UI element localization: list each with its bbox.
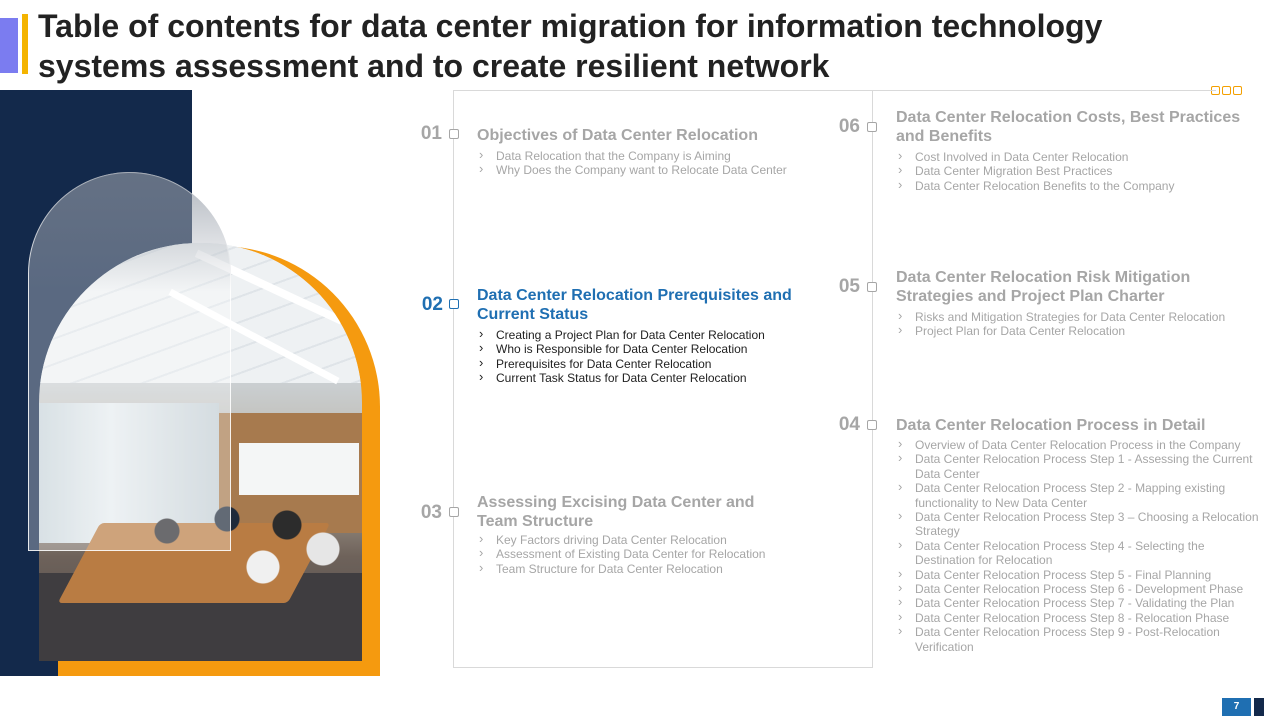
section-items-04: [896, 438, 1266, 654]
section-marker-05: [867, 282, 877, 292]
section-title-02[interactable]: Data Center Relocation Prerequisites and Current Status: [477, 287, 792, 323]
section-number-06: 06: [838, 116, 860, 137]
toc-item[interactable]: › Team Structure for Data Center Relocation: [477, 562, 817, 576]
section-number-02: 02: [421, 294, 443, 315]
section-items-03: [477, 533, 817, 576]
section-marker-01: [449, 129, 459, 139]
page-number-accent: [1254, 698, 1264, 716]
toc-item[interactable]: › Cost Involved in Data Center Relocation: [896, 150, 1266, 164]
section-title-05[interactable]: Data Center Relocation Risk Mitigation Strategies and Project Plan Charter: [896, 269, 1191, 305]
section-items-01: [477, 149, 817, 178]
section-title-06[interactable]: Data Center Relocation Costs, Best Practices and Benefits: [896, 109, 1241, 145]
toc-item[interactable]: › Assessment of Existing Data Center for Relocation: [477, 547, 817, 561]
toc-item[interactable]: › Data Relocation that the Company is Aiming: [477, 149, 817, 163]
section-marker-02: [449, 299, 459, 309]
section-number-01: 01: [420, 123, 442, 144]
section-number-04: 04: [838, 414, 860, 435]
page-title: Table of contents for data center migration for information technology systems assessment and to create resilient network: [38, 8, 1103, 84]
toc-item[interactable]: › Risks and Mitigation Strategies for Data Center Relocation: [896, 310, 1266, 324]
toc-item[interactable]: › Data Center Relocation Process Step 5 - Final Planning: [896, 568, 1266, 582]
toc-item[interactable]: › Key Factors driving Data Center Relocation: [477, 533, 817, 547]
toc-item[interactable]: › Creating a Project Plan for Data Center Relocation: [477, 328, 817, 342]
section-number-05: 05: [838, 276, 860, 297]
toc-item[interactable]: › Data Center Relocation Process Step 1 - Assessing the Current Data Center: [896, 452, 1266, 481]
toc-item[interactable]: › Data Center Relocation Process Step 9 - Post-Relocation Verification: [896, 625, 1266, 654]
toc-item[interactable]: › Current Task Status for Data Center Relocation: [477, 371, 817, 385]
page-number: 7: [1222, 698, 1251, 716]
section-title-03[interactable]: Assessing Excising Data Center and Team Structure: [477, 494, 755, 530]
toc-item[interactable]: › Data Center Relocation Process Step 2 - Mapping existing functionality to New Data Center: [896, 481, 1266, 510]
section-title-04[interactable]: Data Center Relocation Process in Detail: [896, 417, 1206, 434]
title-accent-bar: [0, 18, 18, 73]
content-frame-top-line: [872, 90, 1216, 91]
section-marker-06: [867, 122, 877, 132]
toc-item[interactable]: › Data Center Relocation Process Step 7 - Validating the Plan: [896, 596, 1266, 610]
title-accent-line: [22, 14, 28, 74]
section-number-03: 03: [420, 502, 442, 523]
section-items-06: [896, 150, 1266, 193]
toc-item[interactable]: › Why Does the Company want to Relocate Data Center: [477, 163, 817, 177]
section-items-02: [477, 328, 817, 386]
section-marker-04: [867, 420, 877, 430]
toc-item[interactable]: › Data Center Relocation Process Step 4 - Selecting the Destination for Relocation: [896, 539, 1266, 568]
toc-item[interactable]: › Data Center Relocation Benefits to the Company: [896, 179, 1266, 193]
toc-item[interactable]: › Who is Responsible for Data Center Relocation: [477, 342, 817, 356]
section-title-01[interactable]: Objectives of Data Center Relocation: [477, 127, 758, 144]
section-marker-03: [449, 507, 459, 517]
section-items-05: [896, 310, 1266, 339]
toc-item[interactable]: › Data Center Relocation Process Step 8 - Relocation Phase: [896, 611, 1266, 625]
toc-item[interactable]: › Project Plan for Data Center Relocation: [896, 324, 1266, 338]
toc-item[interactable]: › Data Center Migration Best Practices: [896, 164, 1266, 178]
content-frame-divider: [872, 90, 873, 668]
toc-item[interactable]: › Overview of Data Center Relocation Process in the Company: [896, 438, 1266, 452]
toc-item[interactable]: › Prerequisites for Data Center Relocation: [477, 357, 817, 371]
toc-item[interactable]: › Data Center Relocation Process Step 6 - Development Phase: [896, 582, 1266, 596]
toc-item[interactable]: › Data Center Relocation Process Step 3 – Choosing a Relocation Strategy: [896, 510, 1266, 539]
